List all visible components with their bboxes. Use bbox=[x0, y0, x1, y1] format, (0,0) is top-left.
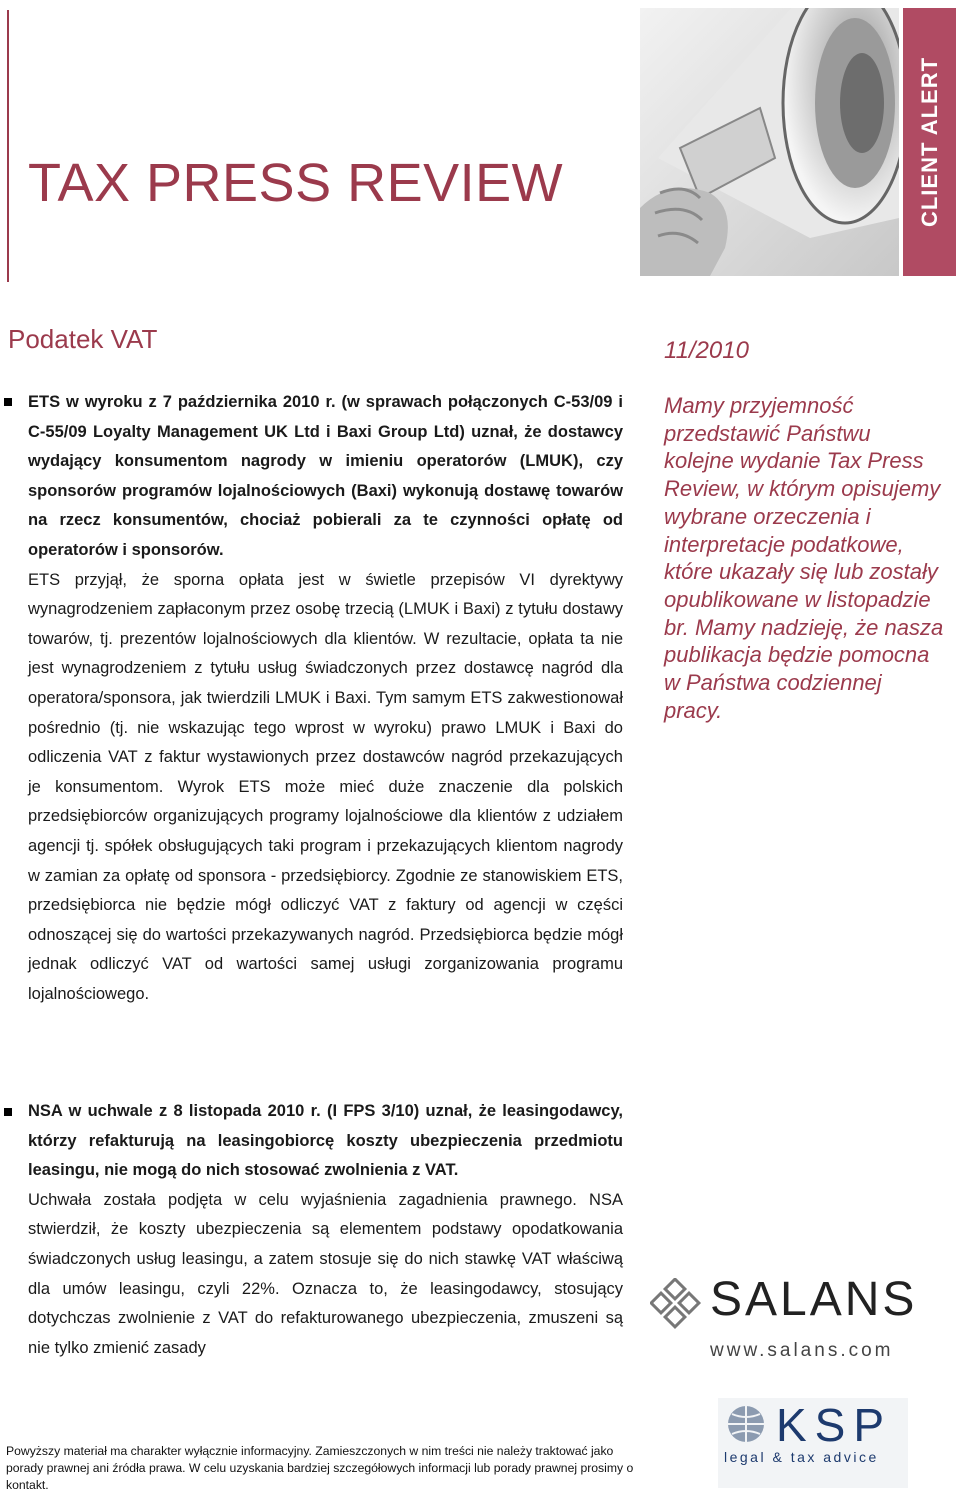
globe-icon bbox=[726, 1404, 766, 1444]
section-heading: Podatek VAT bbox=[8, 324, 158, 354]
article-body: ETS przyjął, że sporna opłata jest w świetle przepisów VI dyrektywy wynagrodzeniem zapłaconym przez osobę trzecią (LMUK i Baxi) z tytułu dostawy towarów, tj. prezentów lojalnościowych dla klientów. W rezultacie, opłata ta nie jest wynagrodzeniem z tytułu usług świadczonych przez dostawcę nagród dla operatora/sponsora, jak twierdzili LMUK i Baxi. Tym samym ETS zakwestionował pośrednio (tj. nie wskazując tego wprost w wyroku) prawo LMUK i Baxi do odliczenia VAT z faktur wystawionych przez dostawców nagród przekazujących je konsumentom. Wyrok ETS może mieć duże znaczenie dla polskich przedsiębiorców organizujących programy lojalnościowe dla klientów z udziałem agencji tj. spółek obsługujących taki program i przekazujących klientom nagrody w zamian za opłatę od sponsora - przedsiębiorcy. Zgodnie ze stanowiskiem ETS, przedsiębiorca nie będzie mógł odliczyć VAT z faktury od agencji w części odnoszącej się do wartości przekazywanych nagród. Przedsiębiorca będzie mógł jednak odliczyć VAT od wartości samej usługi zorganizowania programu lojalnościowego. bbox=[28, 570, 623, 1003]
article-lead: ETS w wyroku z 7 października 2010 r. (w sprawach połączonych C-53/09 i C-55/09 Loyalty Management UK Ltd i Baxi Group Ltd) uznał, że dostawcy wydający konsumentom nagrody w imieniu operatorów (LMUK), czy sponsorów programów lojalnościowych (Baxi) wykonują dostawę towarów na rzecz konsumentów, chociaż pobierali za te czynności opłatę od operatorów i sponsorów. bbox=[28, 393, 623, 559]
client-alert-band bbox=[903, 8, 956, 276]
article-lead: NSA w uchwale z 8 listopada 2010 r. (I FPS 3/10) uznał, że leasingodawcy, którzy refakturują na leasingobiorcę koszty ubezpieczenia przedmiotu leasingu, nie mogą do nich stosować zwolnienia z VAT. bbox=[28, 1102, 623, 1180]
salans-logo-text: SALANS bbox=[710, 1273, 918, 1326]
page-title: TAX PRESS REVIEW bbox=[28, 153, 564, 213]
ksp-tagline: legal & tax advice bbox=[724, 1449, 879, 1465]
salans-url: www.salans.com bbox=[710, 1340, 894, 1361]
header-rule bbox=[7, 10, 9, 282]
ksp-logo-text: KSP bbox=[776, 1399, 893, 1451]
megaphone-icon bbox=[640, 8, 899, 276]
bullet-icon bbox=[4, 398, 12, 406]
issue-number: 11/2010 bbox=[664, 337, 749, 364]
footer-disclaimer: Powyższy materiał ma charakter wyłącznie informacyjny. Zamieszczonych w nim treści nie należy traktować jako porady prawnej ani źródła prawa. W celu uzyskania bardziej szczegółowych informacji lub porady prawnej prosimy o kontakt. bbox=[6, 1444, 634, 1492]
article-2 bbox=[28, 1097, 623, 1363]
salans-logo-mark bbox=[650, 1278, 702, 1330]
client-alert-label: CLIENT ALERT bbox=[916, 56, 942, 228]
intro-text: Mamy przyjemność przedstawić Państwu kolejne wydanie Tax Press Review, w którym opisujemy wybrane orzeczenia i interpretacje podatkowe, które ukazały się lub zostały opublikowane w listopadzie br. Mamy nadzieję, że nasza publikacja będzie pomocna w Państwa codziennej pracy. bbox=[664, 393, 944, 723]
bullet-icon bbox=[4, 1108, 12, 1116]
article-1 bbox=[28, 388, 623, 1009]
article-body: Uchwała została podjęta w celu wyjaśnienia zagadnienia prawnego. NSA stwierdził, że koszty ubezpieczenia są elementem podstawy opodatkowania świadczonych usług leasingu, a zatem stosuje się do nich stawkę VAT właściwą dla umów leasingu, czyli 22%. Oznacza to, że leasingodawcy, stosujący dotychczas zwolnienie z VAT do refakturowanego ubezpieczenia, zmuszeni są nie tylko zmienić zasady bbox=[28, 1190, 623, 1357]
